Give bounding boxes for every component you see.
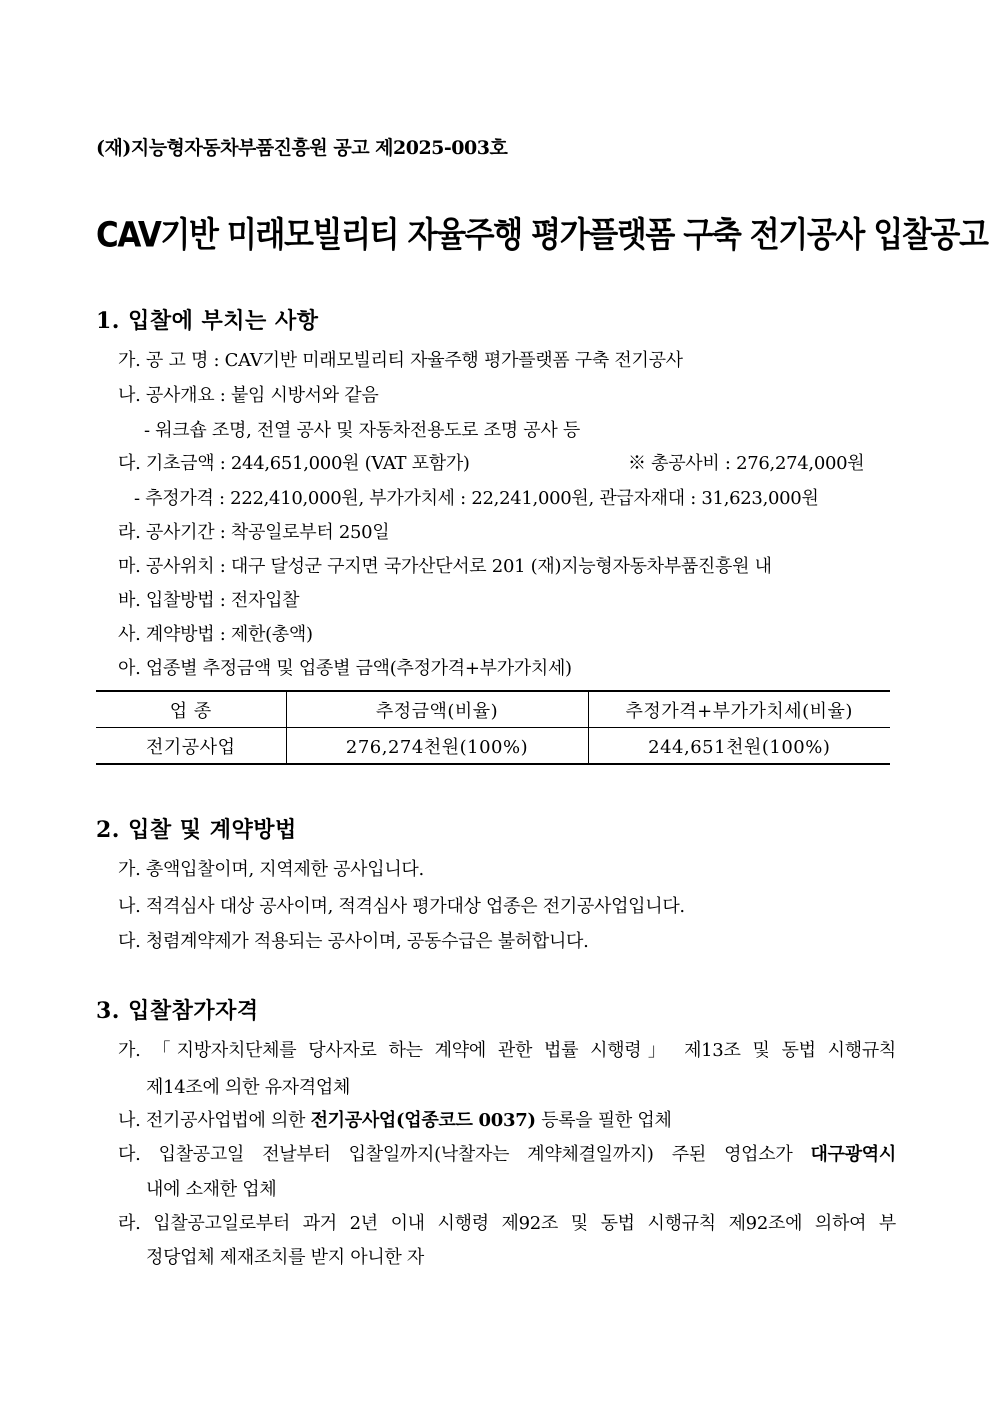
s3-item-da-bold: 대구광역시 bbox=[810, 1144, 896, 1165]
s1-item-da: 다. 기초금액 : 244,651,000원 (VAT 포함가) bbox=[118, 453, 470, 474]
table-header-cell: 추정가격+부가가치세(비율) bbox=[588, 691, 890, 728]
table-header-cell: 업 종 bbox=[96, 691, 286, 728]
s3-item-na-bold: 전기공사업(업종코드 0037) bbox=[310, 1110, 536, 1131]
notice-number: (재)지능형자동차부품진흥원 공고 제2025-003호 bbox=[96, 137, 508, 159]
s1-item-sa: 사. 계약방법 : 제한(총액) bbox=[118, 624, 313, 645]
s3-item-ra-line1: 라. 입찰공고일로부터 과거 2년 이내 시행령 제92조 및 동법 시행규칙 제92조에 의하여 부 bbox=[118, 1213, 896, 1234]
s2-item-na: 나. 적격심사 대상 공사이며, 적격심사 평가대상 업종은 전기공사업입니다. bbox=[118, 896, 685, 917]
s3-item-da-line1 bbox=[118, 1140, 896, 1166]
s1-item-ma: 마. 공사위치 : 대구 달성군 구지면 국가산단서로 201 (재)지능형자동차부품진흥원 내 bbox=[118, 556, 772, 577]
table-header-row bbox=[96, 691, 890, 728]
s1-item-ba: 바. 입찰방법 : 전자입찰 bbox=[118, 590, 300, 611]
s3-item-ra-line2: 정당업체 제재조치를 받지 아니한 자 bbox=[146, 1247, 425, 1268]
s3-item-na-text: 나. 전기공사업법에 의한 bbox=[118, 1110, 311, 1131]
total-cost-note: ※ 총공사비 : 276,274,000원 bbox=[628, 453, 865, 474]
s3-item-da-text: 다. 입찰공고일 전날부터 입찰일까지(낙찰자는 계약체결일까지) 주된 영업소가 bbox=[118, 1144, 811, 1165]
section-2-heading: 2. 입찰 및 계약방법 bbox=[96, 817, 297, 843]
s1-item-na-sub: - 워크숍 조명, 전열 공사 및 자동차전용도로 조명 공사 등 bbox=[144, 420, 580, 441]
s1-item-da-sub: - 추정가격 : 222,410,000원, 부가가치세 : 22,241,000원, 관급자재대 : 31,623,000원 bbox=[134, 488, 819, 509]
s2-item-da: 다. 청렴계약제가 적용되는 공사이며, 공동수급은 불허합니다. bbox=[118, 931, 589, 952]
s1-item-ra: 라. 공사기간 : 착공일로부터 250일 bbox=[118, 522, 390, 543]
s1-item-na: 나. 공사개요 : 붙임 시방서와 같음 bbox=[118, 385, 379, 406]
s1-item-a: 아. 업종별 추정금액 및 업종별 금액(추정가격+부가가치세) bbox=[118, 658, 572, 679]
table-cell: 244,651천원(100%) bbox=[588, 728, 890, 765]
table-header-cell: 추정금액(비율) bbox=[286, 691, 588, 728]
s3-item-ga-line1: 가. 「지방자치단체를 당사자로 하는 계약에 관한 법률 시행령」 제13조 및 동법 시행규칙 bbox=[118, 1040, 896, 1061]
s3-item-da-line2: 내에 소재한 업체 bbox=[146, 1179, 277, 1200]
table-row bbox=[96, 728, 890, 765]
section-1-heading: 1. 입찰에 부치는 사항 bbox=[96, 308, 319, 334]
s3-item-ga-line2: 제14조에 의한 유자격업체 bbox=[146, 1077, 351, 1098]
s1-item-ga: 가. 공 고 명 : CAV기반 미래모빌리티 자율주행 평가플랫폼 구축 전기공사 bbox=[118, 350, 683, 371]
s3-item-na bbox=[118, 1106, 672, 1132]
industry-amount-table bbox=[96, 690, 890, 765]
s3-item-na-text-end: 등록을 필한 업체 bbox=[535, 1110, 672, 1131]
document-title: CAV기반 미래모빌리티 자율주행 평가플랫폼 구축 전기공사 입찰공고 bbox=[96, 214, 988, 256]
table-cell: 전기공사업 bbox=[96, 728, 286, 765]
table-cell: 276,274천원(100%) bbox=[286, 728, 588, 765]
s2-item-ga: 가. 총액입찰이며, 지역제한 공사입니다. bbox=[118, 859, 424, 880]
section-3-heading: 3. 입찰참가자격 bbox=[96, 998, 259, 1024]
